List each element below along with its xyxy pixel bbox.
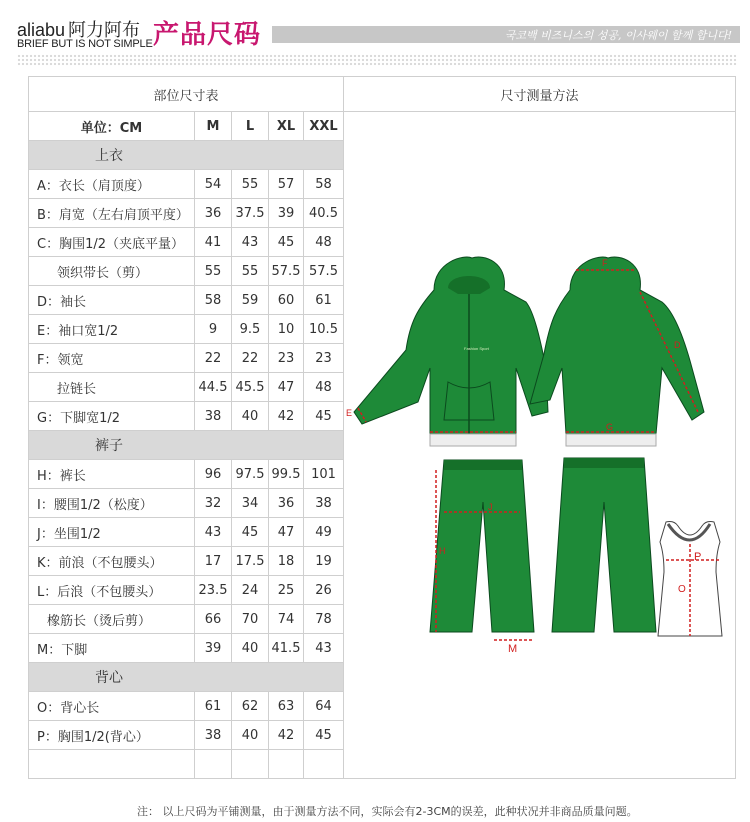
measurement-label: E：袖口宽1/2 xyxy=(29,315,195,344)
empty-cell xyxy=(232,750,269,779)
measurement-value: 57 xyxy=(269,170,304,199)
marker-f: F xyxy=(602,258,608,268)
measurement-value: 40.5 xyxy=(304,199,344,228)
measurement-value: 62 xyxy=(232,692,269,721)
jacket-back-illustration xyxy=(530,257,704,446)
section-title: 背心 xyxy=(29,663,344,692)
measurement-value: 37.5 xyxy=(232,199,269,228)
measurement-label: F：领宽 xyxy=(29,344,195,373)
brand-tagline: BRIEF BUT IS NOT SIMPLE xyxy=(17,38,153,50)
measurement-value: 49 xyxy=(304,518,344,547)
measurement-value: 74 xyxy=(269,605,304,634)
section-title: 裤子 xyxy=(29,431,344,460)
measurement-value: 10.5 xyxy=(304,315,344,344)
measurement-value: 22 xyxy=(195,344,232,373)
empty-cell xyxy=(195,750,232,779)
table-header-row xyxy=(29,77,736,112)
measurement-value: 45.5 xyxy=(232,373,269,402)
measurement-label: G：下脚宽1/2 xyxy=(29,402,195,431)
empty-cell xyxy=(304,750,344,779)
size-table xyxy=(28,76,736,779)
pants-front-illustration xyxy=(430,460,534,632)
size-chart-header: 部位尺寸表 xyxy=(29,77,344,112)
measurement-value: 61 xyxy=(195,692,232,721)
measurement-value: 38 xyxy=(195,402,232,431)
measurement-value: 42 xyxy=(269,721,304,750)
marker-o: O xyxy=(678,584,686,595)
measurement-value: 40 xyxy=(232,634,269,663)
measurement-value: 47 xyxy=(269,518,304,547)
measurement-value: 23 xyxy=(304,344,344,373)
measurement-value: 59 xyxy=(232,286,269,315)
brand-name-en: aliabu xyxy=(17,20,66,40)
measurement-label: 橡筋长（烫后剪） xyxy=(29,605,195,634)
measurement-value: 19 xyxy=(304,547,344,576)
measurement-value: 17.5 xyxy=(232,547,269,576)
measurement-value: 43 xyxy=(232,228,269,257)
measurement-value: 17 xyxy=(195,547,232,576)
marker-j: J xyxy=(488,502,493,512)
measurement-label: 领织带长（剪） xyxy=(29,257,195,286)
measurement-label: D：袖长 xyxy=(29,286,195,315)
measurement-value: 39 xyxy=(195,634,232,663)
measurement-label: H：裤长 xyxy=(29,460,195,489)
measurement-value: 55 xyxy=(232,257,269,286)
measurement-value: 22 xyxy=(232,344,269,373)
measurement-value: 55 xyxy=(195,257,232,286)
measurement-value: 45 xyxy=(304,721,344,750)
measurement-value: 44.5 xyxy=(195,373,232,402)
measurement-value: 45 xyxy=(232,518,269,547)
marker-g: G xyxy=(606,422,614,432)
measurement-label: I：腰围1/2（松度） xyxy=(29,489,195,518)
measurement-value: 43 xyxy=(304,634,344,663)
garment-measurement-diagram xyxy=(344,162,736,722)
measurement-label: O：背心长 xyxy=(29,692,195,721)
measurement-value: 24 xyxy=(232,576,269,605)
measurement-value: 54 xyxy=(195,170,232,199)
unit-label: 单位：CM xyxy=(29,112,195,141)
header xyxy=(0,0,750,60)
measurement-label: 拉链长 xyxy=(29,373,195,402)
chest-print-text: Fashion Sport xyxy=(464,346,489,351)
measurement-label: C：胸围1/2（夹底平量） xyxy=(29,228,195,257)
size-header: XL xyxy=(269,112,304,141)
measurement-value: 58 xyxy=(195,286,232,315)
size-header: M xyxy=(195,112,232,141)
measurement-label: P：胸围1/2(背心） xyxy=(29,721,195,750)
measurement-label: K：前浪（不包腰头） xyxy=(29,547,195,576)
measurement-value: 42 xyxy=(269,402,304,431)
empty-cell xyxy=(269,750,304,779)
measurement-value: 47 xyxy=(269,373,304,402)
measurement-value: 38 xyxy=(304,489,344,518)
marker-h: H xyxy=(439,546,446,556)
measurement-diagram-cell xyxy=(344,112,736,779)
marker-m: M xyxy=(508,643,518,655)
measurement-value: 23 xyxy=(269,344,304,373)
measurement-value: 57.5 xyxy=(304,257,344,286)
measurement-value: 96 xyxy=(195,460,232,489)
measurement-label: J：坐围1/2 xyxy=(29,518,195,547)
measurement-note: 注： 以上尺码为平铺测量，由于测量方法不同，实际会有2-3CM的误差，此种状况并非商品质量问题。 xyxy=(137,805,638,818)
marker-e: E xyxy=(346,408,353,418)
measurement-value: 9 xyxy=(195,315,232,344)
size-header: L xyxy=(232,112,269,141)
measurement-value: 70 xyxy=(232,605,269,634)
measurement-value: 25 xyxy=(269,576,304,605)
measurement-value: 36 xyxy=(195,199,232,228)
jacket-front-illustration xyxy=(354,257,548,446)
measurement-value: 60 xyxy=(269,286,304,315)
measurement-value: 32 xyxy=(195,489,232,518)
marker-d: D xyxy=(674,340,681,350)
measurement-value: 78 xyxy=(304,605,344,634)
measurement-label: A：衣长（肩顶度） xyxy=(29,170,195,199)
brand-name-cn: 阿力阿布 xyxy=(68,20,141,41)
size-header: XXL xyxy=(304,112,344,141)
marker-p: P xyxy=(694,551,702,563)
measurement-value: 61 xyxy=(304,286,344,315)
measurement-value: 55 xyxy=(232,170,269,199)
measurement-value: 23.5 xyxy=(195,576,232,605)
measurement-value: 66 xyxy=(195,605,232,634)
measurement-value: 99.5 xyxy=(269,460,304,489)
measurement-value: 43 xyxy=(195,518,232,547)
measurement-value: 39 xyxy=(269,199,304,228)
measurement-value: 9.5 xyxy=(232,315,269,344)
dotted-divider xyxy=(17,54,737,66)
measurement-value: 58 xyxy=(304,170,344,199)
measurement-value: 26 xyxy=(304,576,344,605)
measurement-value: 45 xyxy=(269,228,304,257)
measurement-label: B：肩宽（左右肩顶平度） xyxy=(29,199,195,228)
measurement-value: 34 xyxy=(232,489,269,518)
section-title: 上衣 xyxy=(29,141,344,170)
measurement-value: 18 xyxy=(269,547,304,576)
measurement-value: 101 xyxy=(304,460,344,489)
empty-cell xyxy=(29,750,195,779)
korean-slogan: 국코백 비즈니스의 성공, 이사웨이 함께 합니다! xyxy=(504,29,732,42)
measurement-value: 63 xyxy=(269,692,304,721)
measurement-value: 10 xyxy=(269,315,304,344)
measurement-value: 41 xyxy=(195,228,232,257)
measure-method-header: 尺寸测量方法 xyxy=(344,77,736,112)
measurement-value: 45 xyxy=(304,402,344,431)
measurement-label: M：下脚 xyxy=(29,634,195,663)
measurement-label: L：后浪（不包腰头） xyxy=(29,576,195,605)
header-bar xyxy=(272,26,740,43)
measurement-value: 64 xyxy=(304,692,344,721)
page-title: 产品尺码 xyxy=(153,20,262,50)
measurement-value: 40 xyxy=(232,721,269,750)
measurement-value: 97.5 xyxy=(232,460,269,489)
measurement-value: 38 xyxy=(195,721,232,750)
measurement-value: 57.5 xyxy=(269,257,304,286)
pants-back-illustration xyxy=(552,458,656,632)
measurement-value: 36 xyxy=(269,489,304,518)
measurement-value: 48 xyxy=(304,228,344,257)
measurement-value: 41.5 xyxy=(269,634,304,663)
measurement-value: 40 xyxy=(232,402,269,431)
size-label-row xyxy=(29,112,736,141)
vest-illustration xyxy=(658,522,722,637)
measurement-value: 48 xyxy=(304,373,344,402)
